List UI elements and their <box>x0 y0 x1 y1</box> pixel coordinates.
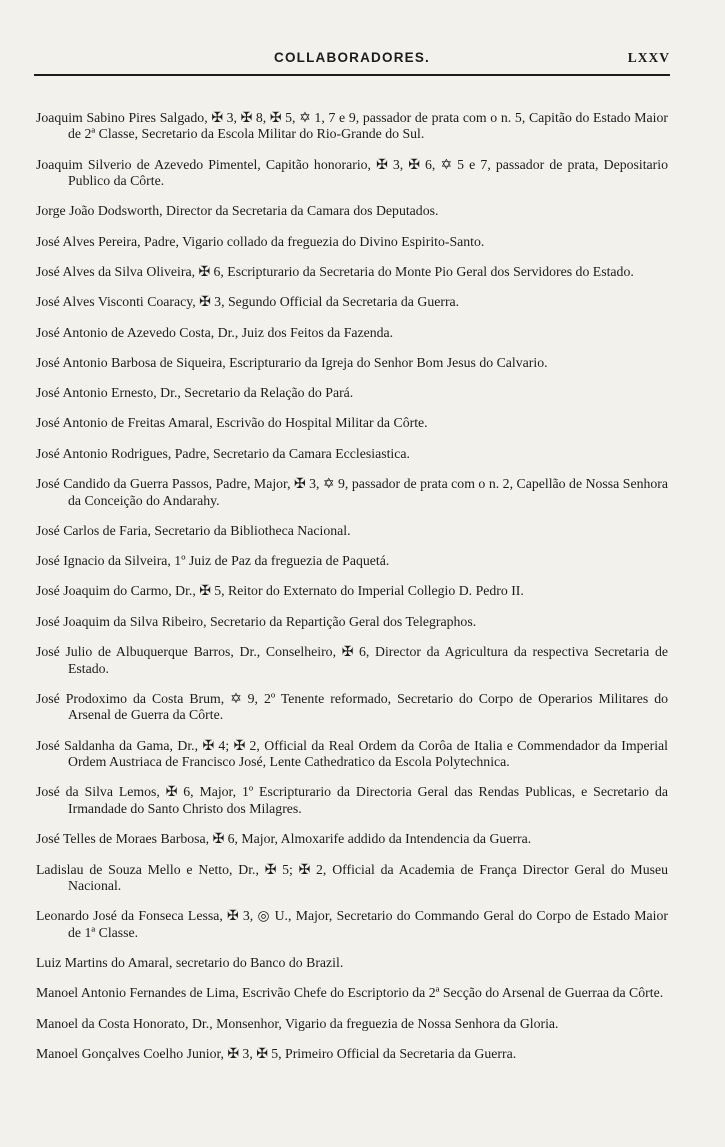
list-item: José Prodoximo da Costa Brum, ✡ 9, 2º Tenente reformado, Secretario do Corpo de Operarios Militares do Arsenal de Guerra da Côrte. <box>36 690 668 723</box>
list-item: José Alves Visconti Coaracy, ✠ 3, Segundo Official da Secretaria da Guerra. <box>36 294 460 310</box>
list-item: José Alves da Silva Oliveira, ✠ 6, Escripturario da Secretaria do Monte Pio Geral dos Servidores do Estado. <box>36 263 634 279</box>
list-item: Ladislau de Souza Mello e Netto, Dr., ✠ 5; ✠ 2, Official da Academia de França Director Geral do Museu Nacional. <box>36 861 668 894</box>
list-item: Joaquim Silverio de Azevedo Pimentel, Capitão honorario, ✠ 3, ✠ 6, ✡ 5 e 7, passador de prata, Depositario Publico da Côrte. <box>36 156 668 189</box>
list-item: Manoel Gonçalves Coelho Junior, ✠ 3, ✠ 5, Primeiro Official da Secretaria da Guerra. <box>36 1046 517 1062</box>
list-item: Manoel Antonio Fernandes de Lima, Escrivão Chefe do Escriptorio da 2ª Secção do Arsenal de Guerraa da Côrte. <box>36 985 664 1001</box>
entry-list <box>36 96 668 1067</box>
list-item: José Joaquim do Carmo, Dr., ✠ 5, Reitor do Externato do Imperial Collegio D. Pedro II. <box>36 583 524 599</box>
list-item: José da Silva Lemos, ✠ 6, Major, 1º Escripturario da Directoria Geral das Rendas Publicas, e Secretario da Irmandade do Santo Christo dos Milagres. <box>36 784 668 816</box>
list-item: Manoel da Costa Honorato, Dr., Monsenhor, Vigario da freguezia de Nossa Senhora da Gloria. <box>36 1015 559 1031</box>
list-item: José Carlos de Faria, Secretario da Bibliotheca Nacional. <box>36 522 351 538</box>
list-item: José Julio de Albuquerque Barros, Dr., Conselheiro, ✠ 6, Director da Agricultura da respectiva Secretaria de Estado. <box>36 644 668 676</box>
running-title: COLLABORADORES. <box>274 50 430 65</box>
list-item: José Saldanha da Gama, Dr., ✠ 4; ✠ 2, Official da Real Ordem da Corôa de Italia e Commendador da Imperial Ordem Austriaca de Francisco José, Lente Cathedratico da Escola Polytechnica. <box>36 737 668 770</box>
list-item: Joaquim Sabino Pires Salgado, ✠ 3, ✠ 8, ✠ 5, ✡ 1, 7 e 9, passador de prata com o n. 5, Capitão do Estado Maior de 2ª Classe, Secretario da Escola Militar do Rio-Grande do Sul. <box>36 109 668 142</box>
page-header <box>34 50 670 72</box>
list-item: Luiz Martins do Amaral, secretario do Banco do Brazil. <box>36 955 344 971</box>
list-item: José Ignacio da Silveira, 1º Juiz de Paz da freguezia de Paquetá. <box>36 553 390 569</box>
list-item: José Alves Pereira, Padre, Vigario collado da freguezia do Divino Espirito-Santo. <box>36 233 485 249</box>
header-rule <box>34 74 670 76</box>
page-number: LXXV <box>627 50 670 65</box>
list-item: José Antonio Ernesto, Dr., Secretario da Relação do Pará. <box>36 385 354 401</box>
list-item: José Antonio de Azevedo Costa, Dr., Juiz dos Feitos da Fazenda. <box>36 324 394 340</box>
list-item: José Antonio Barbosa de Siqueira, Escripturario da Igreja do Senhor Bom Jesus do Calvario. <box>36 354 548 370</box>
list-item: José Joaquim da Silva Ribeiro, Secretario da Repartição Geral dos Telegraphos. <box>36 613 477 629</box>
list-item: Jorge João Dodsworth, Director da Secretaria da Camara dos Deputados. <box>36 203 439 219</box>
list-item: José Antonio de Freitas Amaral, Escrivão do Hospital Militar da Côrte. <box>36 415 428 431</box>
list-item: José Telles de Moraes Barbosa, ✠ 6, Major, Almoxarife addido da Intendencia da Guerra. <box>36 831 532 847</box>
list-item: Leonardo José da Fonseca Lessa, ✠ 3, ◎ U., Major, Secretario do Commando Geral do Corpo de Estado Maior de 1ª Classe. <box>36 908 668 940</box>
list-item: José Candido da Guerra Passos, Padre, Major, ✠ 3, ✡ 9, passador de prata com o n. 2, Capellão de Nossa Senhora da Conceição do Andarahy. <box>36 476 668 508</box>
list-item: José Antonio Rodrigues, Padre, Secretario da Camara Ecclesiastica. <box>36 445 410 461</box>
